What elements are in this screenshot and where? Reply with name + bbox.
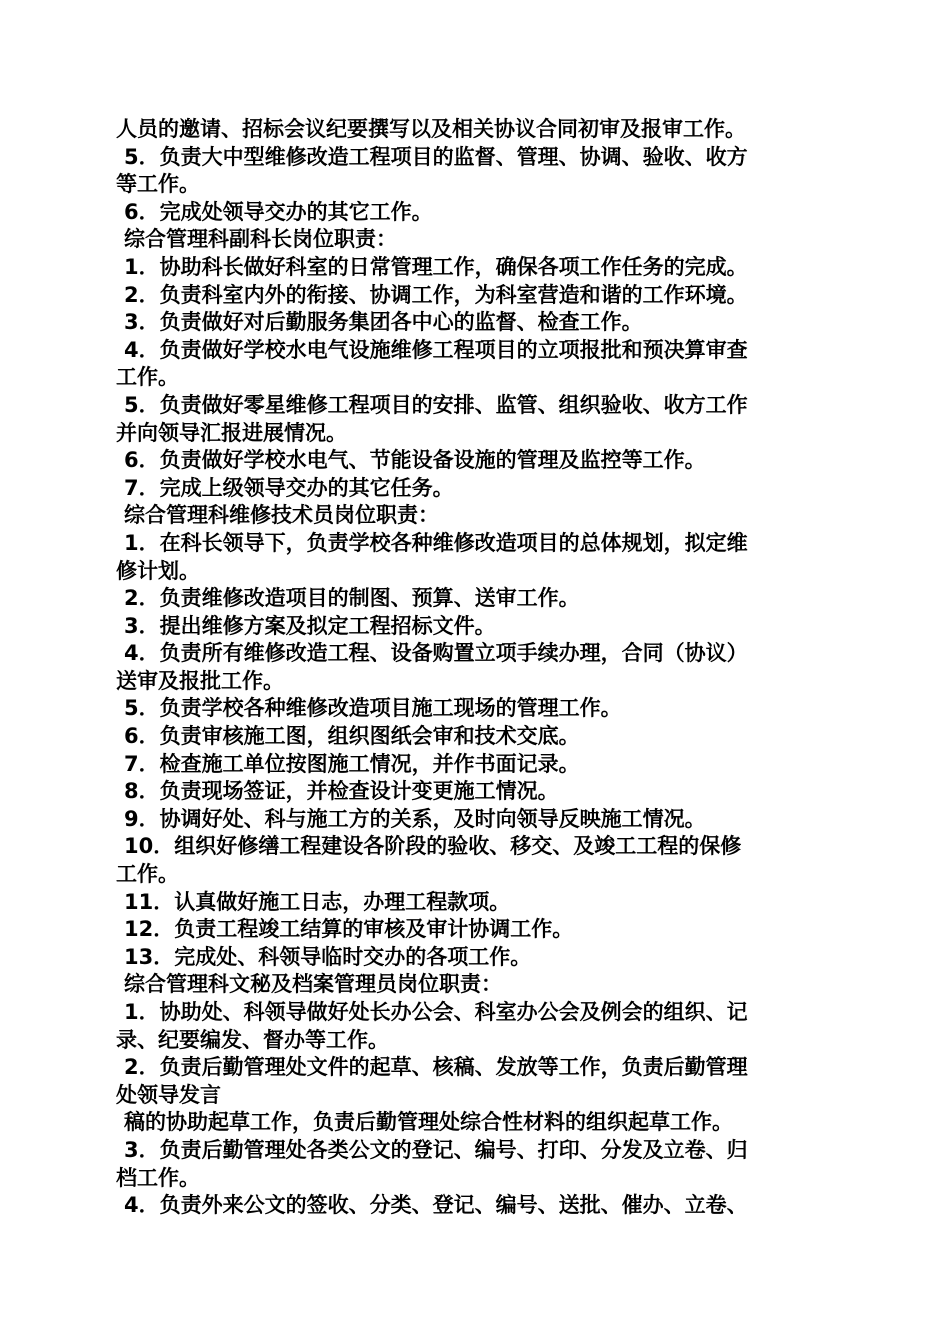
text-line: 3．负责做好对后勤服务集团各中心的监督、检查工作。 bbox=[124, 310, 643, 335]
text-line: 6．负责审核施工图，组织图纸会审和技术交底。 bbox=[124, 724, 580, 749]
text-line: 3．提出维修方案及拟定工程招标文件。 bbox=[124, 613, 496, 638]
text-line: 综合管理科维修技术员岗位职责： bbox=[124, 503, 439, 528]
text-line: 录、纪要编发、督办等工作。 bbox=[116, 1027, 389, 1052]
text-line: 5．负责做好零星维修工程项目的安排、监管、组织验收、收方工作 bbox=[124, 392, 748, 417]
document-body bbox=[116, 116, 836, 1220]
text-line: 工作。 bbox=[116, 862, 179, 887]
text-line: 10．组织好修缮工程建设各阶段的验收、移交、及竣工工程的保修 bbox=[124, 834, 742, 859]
text-line: 1．协助科长做好科室的日常管理工作，确保各项工作任务的完成。 bbox=[124, 254, 748, 279]
text-line: 4．负责外来公文的签收、分类、登记、编号、送批、催办、立卷、 bbox=[124, 1193, 748, 1218]
text-line: 11．认真做好施工日志，办理工程款项。 bbox=[124, 889, 511, 914]
text-line: 13．完成处、科领导临时交办的各项工作。 bbox=[124, 944, 532, 969]
text-line: 2．负责维修改造项目的制图、预算、送审工作。 bbox=[124, 586, 580, 611]
text-line: 2．负责后勤管理处文件的起草、核稿、发放等工作，负责后勤管理 bbox=[124, 1055, 748, 1080]
text-line: 8．负责现场签证，并检查设计变更施工情况。 bbox=[124, 779, 559, 804]
text-line: 7．完成上级领导交办的其它任务。 bbox=[124, 475, 454, 500]
text-line: 2．负责科室内外的衔接、协调工作，为科室营造和谐的工作环境。 bbox=[124, 282, 748, 307]
text-line: 9．协调好处、科与施工方的关系，及时向领导反映施工情况。 bbox=[124, 806, 706, 831]
text-line: 稿的协助起草工作，负责后勤管理处综合性材料的组织起草工作。 bbox=[124, 1110, 733, 1135]
text-line: 修计划。 bbox=[116, 558, 200, 583]
text-line: 6．完成处领导交办的其它工作。 bbox=[124, 199, 433, 224]
text-line: 1．协助处、科领导做好处长办公会、科室办公会及例会的组织、记 bbox=[124, 1000, 748, 1024]
text-line: 12．负责工程竣工结算的审核及审计协调工作。 bbox=[124, 917, 574, 942]
text-line: 并向领导汇报进展情况。 bbox=[116, 420, 347, 445]
text-line: 档工作。 bbox=[116, 1165, 200, 1190]
text-line: 1．在科长领导下，负责学校各种维修改造项目的总体规划，拟定维 bbox=[124, 530, 748, 555]
text-line: 人员的邀请、招标会议纪要撰写以及相关协议合同初审及报审工作。 bbox=[116, 117, 746, 141]
text-line: 5．负责大中型维修改造工程项目的监督、管理、协调、验收、收方 bbox=[124, 144, 748, 169]
text-line: 4．负责做好学校水电气设施维修工程项目的立项报批和预决算审查 bbox=[124, 337, 748, 362]
text-line: 处领导发言 bbox=[116, 1082, 221, 1107]
text-line: 综合管理科副科长岗位职责： bbox=[124, 227, 397, 252]
text-line: 送审及报批工作。 bbox=[116, 668, 284, 693]
text-line: 4．负责所有维修改造工程、设备购置立项手续办理，合同（协议） bbox=[124, 641, 748, 666]
text-line: 5．负责学校各种维修改造项目施工现场的管理工作。 bbox=[124, 696, 622, 721]
text-line: 7．检查施工单位按图施工情况，并作书面记录。 bbox=[124, 751, 580, 776]
text-line: 工作。 bbox=[116, 365, 179, 390]
text-line: 6．负责做好学校水电气、节能设备设施的管理及监控等工作。 bbox=[124, 448, 706, 473]
text-line: 3．负责后勤管理处各类公文的登记、编号、打印、分发及立卷、归 bbox=[124, 1137, 748, 1162]
text-line: 等工作。 bbox=[116, 172, 200, 197]
text-line: 综合管理科文秘及档案管理员岗位职责： bbox=[124, 972, 502, 997]
